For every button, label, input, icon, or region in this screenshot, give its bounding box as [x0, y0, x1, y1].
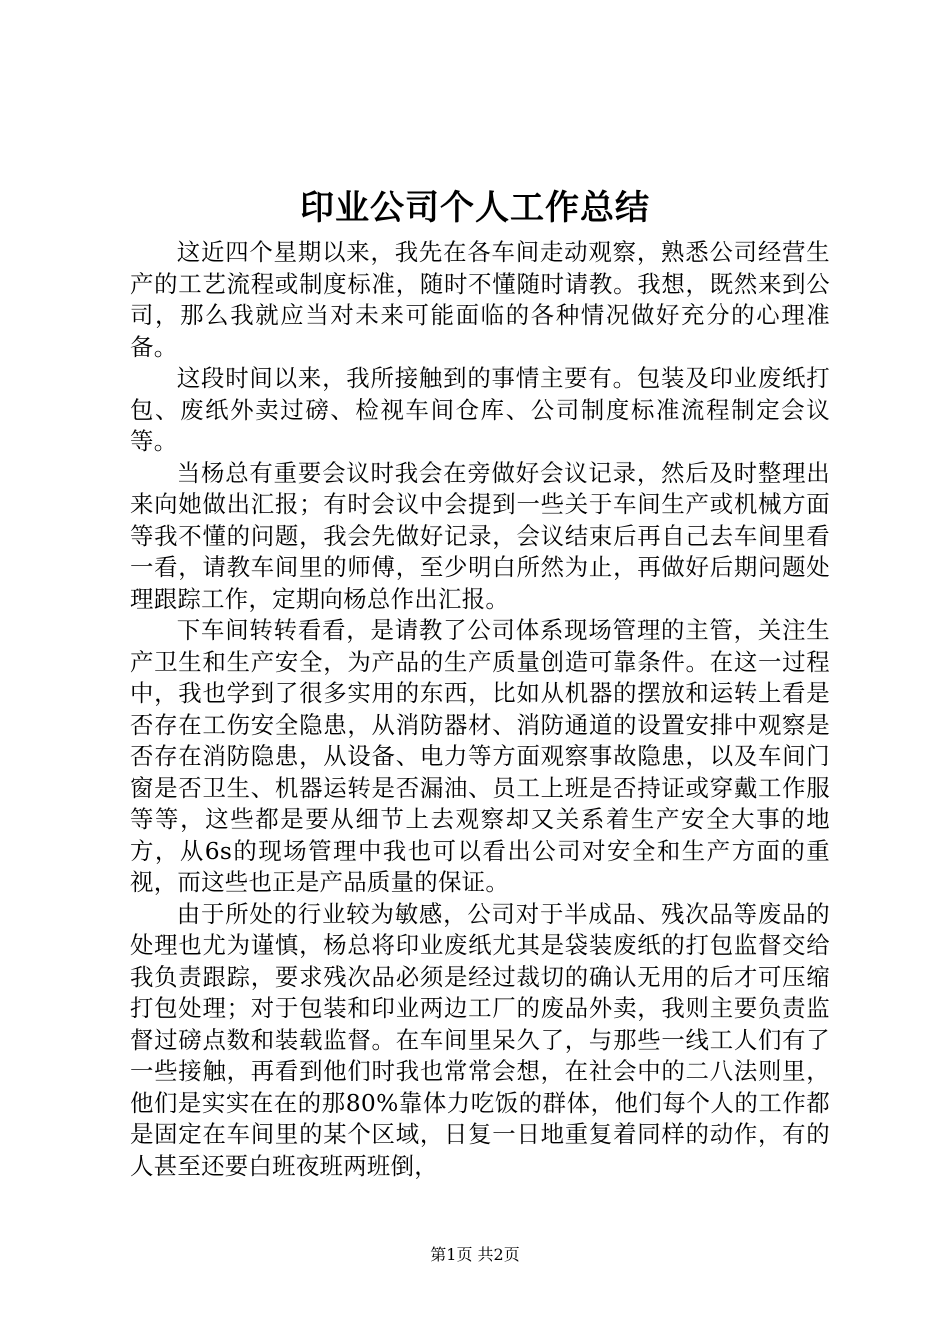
- paragraph-1: 这近四个星期以来，我先在各车间走动观察，熟悉公司经营生产的工艺流程或制度标准，随时不懂随时请教。我想，既然来到公司，那么我就应当对未来可能面临的各种情况做好充分的心理准备。: [130, 238, 830, 361]
- page-number-footer: 第1页 共2页: [430, 1245, 520, 1264]
- document-title: 印业公司个人工作总结: [300, 188, 650, 228]
- paragraph-5: 由于所处的行业较为敏感，公司对于半成品、残次品等废品的处理也尤为谨慎，杨总将印业废纸尤其是袋装废纸的打包监督交给我负责跟踪，要求残次品必须是经过裁切的确认无用的后才可压缩打包处理；对于包装和印业两边工厂的废品外卖，我则主要负责监督过磅点数和装载监督。在车间里呆久了，与那些一线工人们有了一些接触，再看到他们时我也常常会想，在社会中的二八法则里，他们是实实在在的那80%靠体力吃饭的群体，他们每个人的工作都是固定在车间里的某个区域，日复一日地重复着同样的动作，有的人甚至还要白班夜班两班倒，: [130, 899, 830, 1180]
- paragraph-4: 下车间转转看看，是请教了公司体系现场管理的主管，关注生产卫生和生产安全，为产品的生产质量创造可靠条件。在这一过程中，我也学到了很多实用的东西，比如从机器的摆放和运转上看是否存在工伤安全隐患，从消防器材、消防通道的设置安排中观察是否存在消防隐患，从设备、电力等方面观察事故隐患，以及车间门窗是否卫生、机器运转是否漏油、员工上班是否持证或穿戴工作服等等，这些都是要从细节上去观察却又关系着生产安全大事的地方，从6s的现场管理中我也可以看出公司对安全和生产方面的重视，而这些也正是产品质量的保证。: [130, 616, 830, 896]
- paragraph-3: 当杨总有重要会议时我会在旁做好会议记录，然后及时整理出来向她做出汇报；有时会议中会提到一些关于车间生产或机械方面等我不懂的问题，我会先做好记录，会议结束后再自己去车间里看一看，请教车间里的师傅，至少明白所然为止，再做好后期问题处理跟踪工作，定期向杨总作出汇报。: [130, 458, 830, 613]
- document-body: [130, 237, 830, 1182]
- paragraph-2: 这段时间以来，我所接触到的事情主要有。包装及印业废纸打包、废纸外卖过磅、检视车间仓库、公司制度标准流程制定会议等。: [130, 364, 830, 455]
